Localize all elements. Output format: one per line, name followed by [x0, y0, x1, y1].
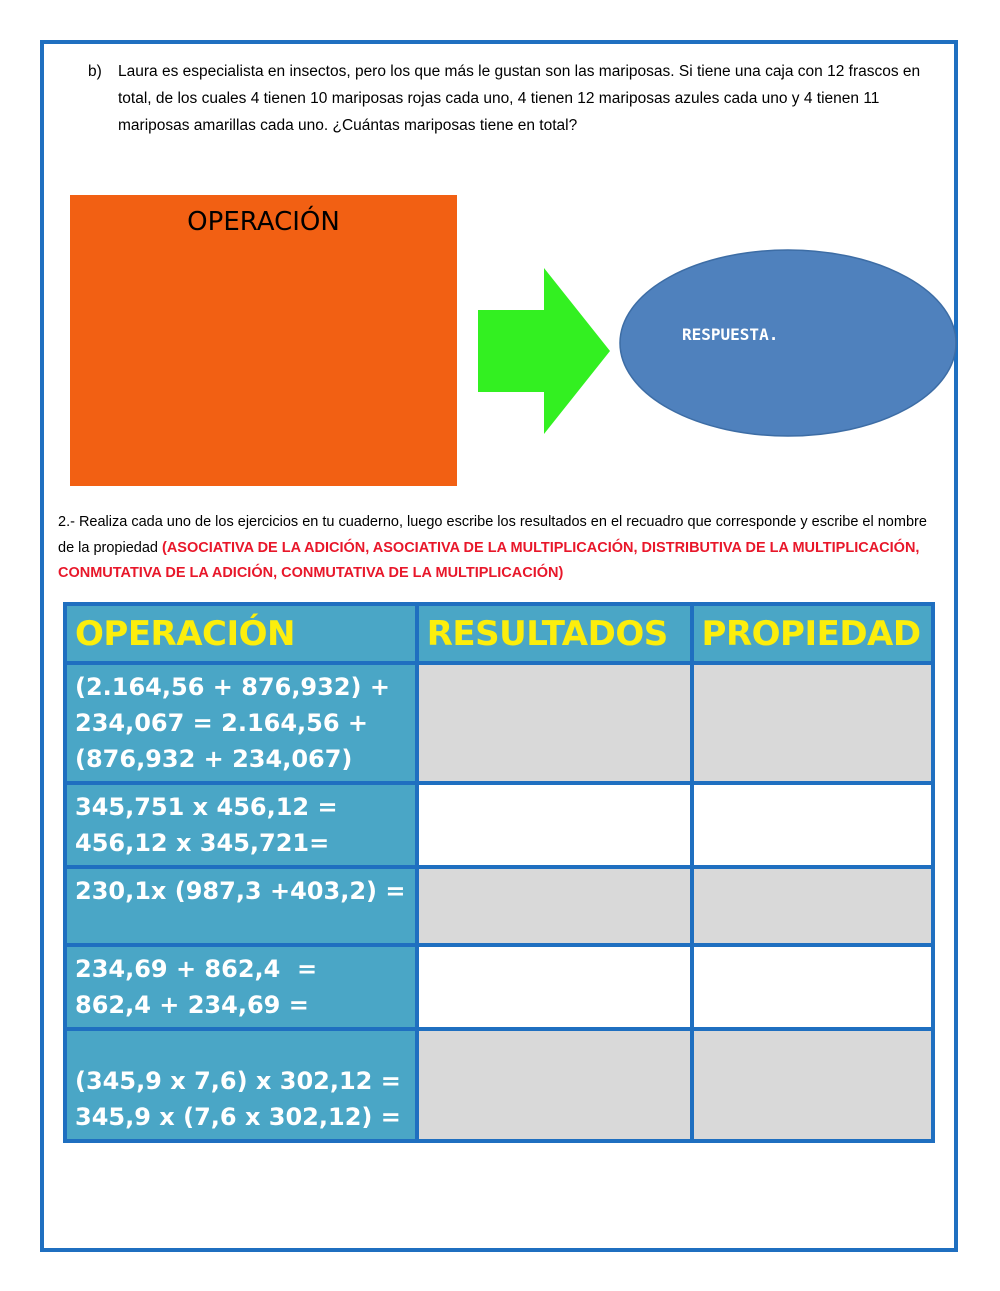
operation-cell [65, 663, 417, 783]
operation-cell [65, 783, 417, 867]
operation-cell [65, 867, 417, 945]
table-header-row [65, 604, 933, 663]
result-cell[interactable] [417, 663, 692, 783]
property-cell[interactable] [692, 945, 933, 1029]
operation-line: (2.164,56 + 876,932) + [75, 673, 390, 701]
right-arrow-icon [478, 268, 610, 434]
instructions-number: 2. [58, 514, 71, 530]
operation-line: 234,067 = 2.164,56 + [75, 709, 369, 737]
result-cell[interactable] [417, 783, 692, 867]
property-cell[interactable] [692, 783, 933, 867]
operation-line: 345,751 x 456,12 = [75, 793, 338, 821]
operation-line: (345,9 x 7,6) x 302,12 = [75, 1067, 401, 1095]
instructions-paragraph [58, 510, 938, 587]
answer-ellipse[interactable] [618, 248, 958, 438]
property-cell[interactable] [692, 867, 933, 945]
properties-list: (ASOCIATIVA DE LA ADICIÓN, ASOCIATIVA DE LA MULTIPLICACIÓN, DISTRIBUTIVA DE LA MULTIPLICACIÓN, CONMUTATIVA DE LA ADICIÓN, CONMUTATIVA DE LA MULTIPLICACIÓN) [58, 539, 920, 581]
problem-b [88, 58, 948, 139]
operation-line: (876,932 + 234,067) [75, 745, 353, 773]
property-cell[interactable] [692, 663, 933, 783]
header-operacion: OPERACIÓN [65, 604, 417, 663]
table-row [65, 945, 933, 1029]
operation-box-title: OPERACIÓN [187, 207, 340, 237]
problem-marker: b) [88, 63, 102, 80]
operation-line: 230,1x (987,3 +403,2) = [75, 877, 406, 905]
operation-line: 345,9 x (7,6 x 302,12) = [75, 1103, 401, 1131]
table-row [65, 663, 933, 783]
result-cell[interactable] [417, 1029, 692, 1141]
table-row [65, 867, 933, 945]
table-row [65, 1029, 933, 1141]
result-cell[interactable] [417, 945, 692, 1029]
table-row [65, 783, 933, 867]
header-propiedad: PROPIEDAD [692, 604, 933, 663]
properties-table [63, 602, 935, 1143]
operation-line: 862,4 + 234,69 = [75, 991, 309, 1019]
problem-text: Laura es especialista en insectos, pero los que más le gustan son las mariposas. Si tiene una caja con 12 frascos en total, de los cuales 4 tienen 10 mariposas rojas cada uno, 4 tienen 12 mariposas azules cada uno y 4 tienen 11 mariposas amarillas cada uno. ¿Cuántas mariposas tiene en total? [118, 63, 921, 134]
result-cell[interactable] [417, 867, 692, 945]
answer-label: RESPUESTA. [682, 325, 779, 344]
property-cell[interactable] [692, 1029, 933, 1141]
operation-cell [65, 1029, 417, 1141]
header-resultados: RESULTADOS [417, 604, 692, 663]
operation-box[interactable] [70, 195, 457, 486]
operation-line: 234,69 + 862,4 = [75, 955, 318, 983]
operation-cell [65, 945, 417, 1029]
instructions-text: - Realiza cada uno de los ejercicios en tu cuaderno, luego escribe los resultados en el recuadro que corresponde y escribe el nombre de la propiedad [58, 514, 927, 556]
operation-line: 456,12 x 345,721= [75, 829, 330, 857]
